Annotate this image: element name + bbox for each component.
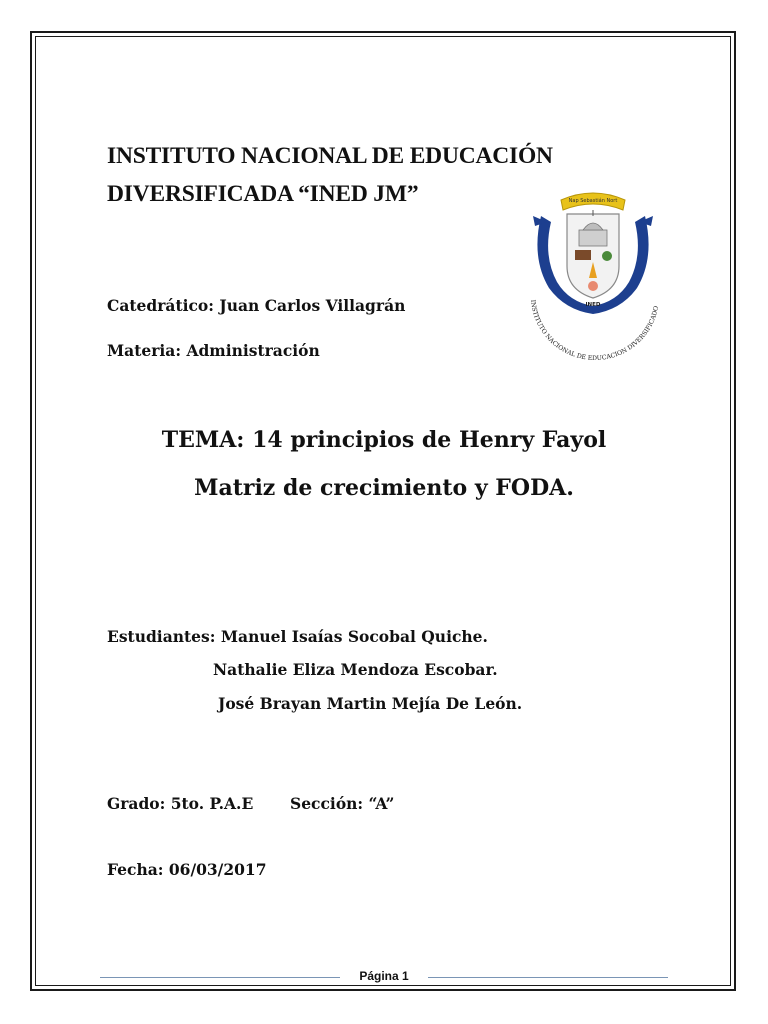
footer-page-number: Página 1 [340, 969, 428, 983]
crest-acronym: INED [585, 302, 601, 308]
institution-title-line-2: DIVERSIFICADA “INED JM” [107, 181, 419, 207]
crest-building [579, 230, 607, 246]
topic-line-2: Matriz de crecimiento y FODA. [194, 475, 574, 501]
crest-leaf [602, 251, 612, 261]
crest-banner-text: Nap Sebastián Nort [568, 198, 618, 204]
institution-title-line-1: INSTITUTO NACIONAL DE EDUCACIÓN [107, 143, 553, 169]
school-crest-logo [513, 178, 673, 378]
students-line-3: José Brayan Martin Mejía De León. [218, 694, 523, 713]
students-line-2: Nathalie Eliza Mendoza Escobar. [213, 660, 498, 679]
students-line-1: Estudiantes: Manuel Isaías Socobal Quiche. [107, 627, 488, 646]
date-line: Fecha: 06/03/2017 [107, 860, 267, 879]
grade-line: Grado: 5to. P.A.E [107, 794, 254, 813]
crest-book [575, 250, 591, 260]
subject-line: Materia: Administración [107, 341, 320, 360]
teacher-line: Catedrático: Juan Carlos Villagrán [107, 296, 406, 315]
topic-line-1: TEMA: 14 principios de Henry Fayol [161, 427, 607, 453]
crest-ring-text-path: INSTITUTO NACIONAL DE EDUCACION DIVERSIFICADO [529, 299, 661, 363]
section-line: Sección: “A” [290, 794, 395, 813]
crest-flower [588, 281, 598, 291]
